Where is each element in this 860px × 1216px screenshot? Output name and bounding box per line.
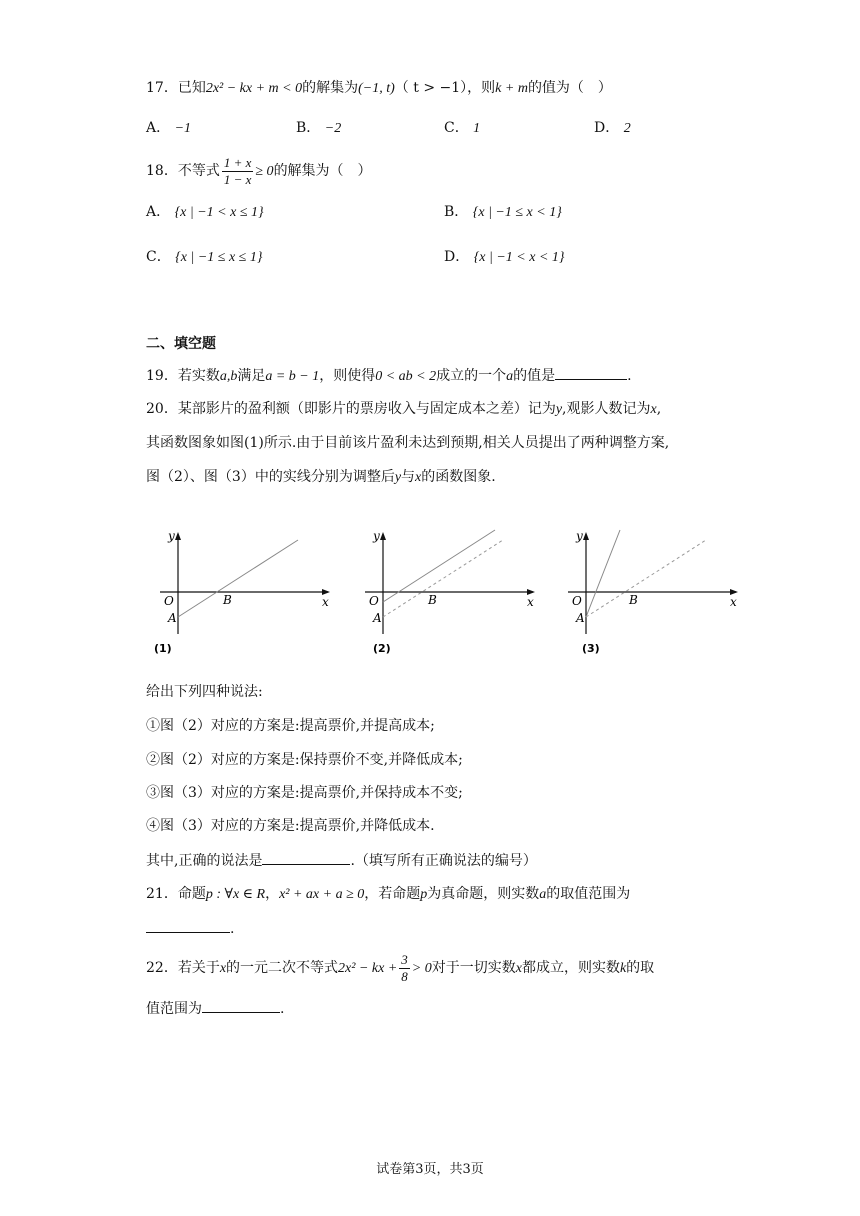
fig1-x-label: x <box>322 595 329 609</box>
fig2-origin-label: O <box>369 594 379 608</box>
q18-option-d[interactable]: D． {x | −1 < x < 1} <box>444 249 565 265</box>
q20-statement-3: ③图（3）对应的方案是:提高票价,并保持成本不变; <box>146 785 463 801</box>
fig2-y-label: y <box>373 529 380 543</box>
q20-statement-4: ④图（3）对应的方案是:提高票价,并降低成本. <box>146 818 435 834</box>
fig2-x-label: x <box>527 595 534 609</box>
figure-1 <box>150 522 340 657</box>
figure-2 <box>355 522 545 657</box>
q18-fraction: $\frac{1 + x}{1 - x}$ <box>223 154 252 187</box>
q18-option-c[interactable]: C． {x | −1 ≤ x ≤ 1} <box>146 249 263 265</box>
fig3-a-label: A <box>576 611 585 625</box>
q22-line-2: 值范围为 . <box>146 998 284 1019</box>
q20-answer-blank[interactable] <box>262 850 350 865</box>
figure-3 <box>558 522 748 657</box>
q20-statement-1: ①图（2）对应的方案是:提高票价,并提高成本; <box>146 718 435 734</box>
fig2-b-label: B <box>428 593 437 607</box>
fig1-a-label: A <box>168 611 177 625</box>
fig3-b-label: B <box>629 593 638 607</box>
q17-expression: 2x² − kx + m < 0 <box>205 81 303 96</box>
q21-answer-line: . <box>146 918 234 939</box>
fig2-a-label: A <box>373 611 382 625</box>
fig1-y-label: y <box>168 529 175 543</box>
q17-option-d[interactable]: D． 2 <box>594 120 631 136</box>
q18-option-a[interactable]: A． {x | −1 < x ≤ 1} <box>146 204 264 220</box>
q21-answer-blank[interactable] <box>146 918 230 933</box>
q17-option-a[interactable]: A． −1 <box>146 120 192 136</box>
q17-interval: (−1, t) <box>358 81 395 96</box>
q22-fraction: $\frac{3}{8}$ <box>401 951 408 984</box>
q22-answer-blank[interactable] <box>202 998 280 1013</box>
q17-option-b[interactable]: B． −2 <box>296 120 342 136</box>
q17-number: 17． <box>146 80 178 96</box>
q18-option-b[interactable]: B． {x | −1 ≤ x < 1} <box>444 204 562 220</box>
page-footer: 试卷第3页，共3页 <box>376 1162 484 1177</box>
fig1-origin-label: O <box>164 594 174 608</box>
fig3-y-label: y <box>576 529 583 543</box>
fig3-origin-label: O <box>572 594 582 608</box>
q20-conclusion: 其中,正确的说法是 .（填写所有正确说法的编号） <box>146 850 537 871</box>
q20-line-2: 其函数图象如图(1)所示.由于目前该片盈利未达到预期,相关人员提出了两种调整方案, <box>146 435 670 451</box>
fig3-x-label: x <box>730 595 737 609</box>
fig3-caption: (3) <box>582 642 600 655</box>
q20-line-1: 20．某部影片的盈利额（即影片的票房收入与固定成本之差）记为y,观影人数记为x, <box>146 401 662 417</box>
q18-number: 18． <box>146 163 178 179</box>
q20-intro: 给出下列四种说法: <box>146 684 263 700</box>
q19-stem: 19．若实数a,b满足a = b − 1，则使得0 < ab < 2成立的一个a的值是 . <box>146 365 632 387</box>
q21-stem: 21．命题p : ∀x ∈ R，x² + ax + a ≥ 0，若命题p为真命题，则实数a的取值范围为 <box>146 886 631 902</box>
fig2-caption: (2) <box>373 642 391 655</box>
fig1-caption: (1) <box>154 642 172 655</box>
q17-stem: 17．已知2x² − kx + m < 0的解集为(−1, t)（ t > −1），则k + m的值为（ ） <box>146 80 612 96</box>
fig1-b-label: B <box>223 593 232 607</box>
q18-stem: 18．不等式 $\frac{1 + x}{1 - x}$ ≥ 0的解集为（ ） <box>146 154 372 187</box>
section-title-fill-in: 二、填空题 <box>146 336 216 352</box>
q22-stem: 22．若关于x的一元二次不等式2x² − kx + $\frac{3}{8}$ > 0对于一切实数x都成立，则实数k的取 <box>146 951 655 984</box>
q20-line-3: 图（2）、图（3）中的实线分别为调整后y与x的函数图象. <box>146 469 496 485</box>
q20-statement-2: ②图（2）对应的方案是:保持票价不变,并降低成本; <box>146 752 463 768</box>
q19-answer-blank[interactable] <box>555 365 627 380</box>
q17-option-c[interactable]: C． 1 <box>444 120 481 136</box>
